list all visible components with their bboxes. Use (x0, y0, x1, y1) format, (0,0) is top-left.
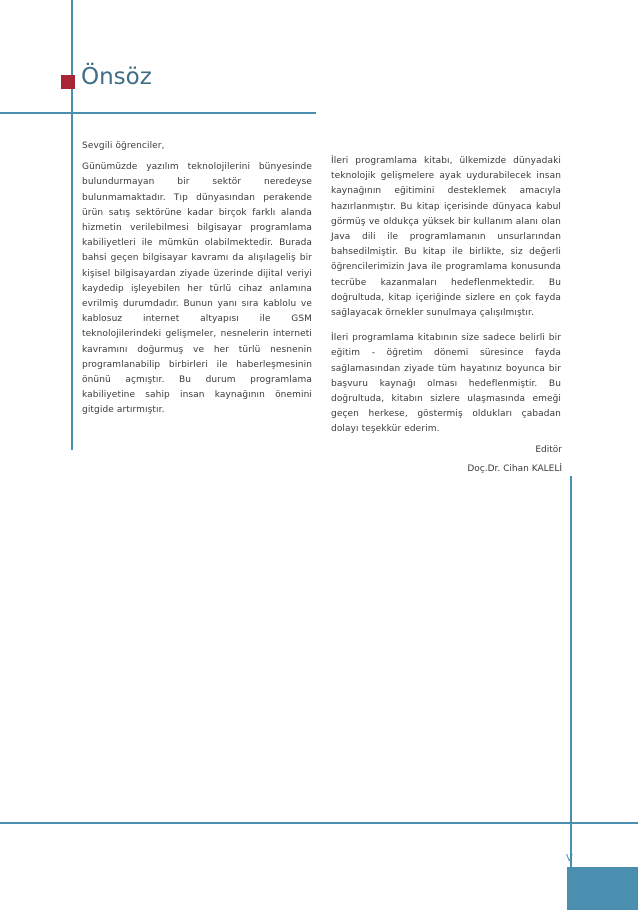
signature-name: Doç.Dr. Cihan KALELİ (467, 464, 562, 474)
decorative-corner-block (567, 867, 638, 910)
right-paragraph-1: İleri programlama kitabı, ülkemizde dünyadaki teknolojik gelişmelere ayak uydurabilecek insan kaynağının eğitimini desteklemek amacıyla hazırlanmıştır. Bu kitap içerisinde dünyaca kabul görmüş ve oldukça yüksek bir kullanım alanı olan Java dili ile programlamanın unsurlarından bahsedilmiştir. Bu kitap ile birlikte, siz değerli öğrencilerimizin Java ile programlama konusunda tecrübe kazanmaları hedeflenmektedir. Bu doğrultuda, kitap içeriğinde sizlere en çok fayda sağlayacak örnekler sunulmaya çalışılmıştır. (331, 156, 561, 319)
left-paragraph: Günümüzde yazılım teknolojilerini bünyesinde bulundurmayan bir sektör neredeyse bulunmamaktadır. Tıp dünyasından perakende ürün satış sektörüne kadar birçok farklı alanda hizmetin verilebilmesi bilgisayar programlama kabiliyetleri ile mümkün olabilmektedir. Burada bahsi geçen bilgisayar kavramı da alışılageliş bir kişisel bilgisayardan ziyade üzerinde dijital veriyi kaydedip işleyebilen her türlü cihaz anlamına evrilmiş durumdadır. Bunun yanı sıra kablolu ve kablosuz internet altyapısı ile GSM teknolojilerindeki gelişmeler, nesnelerin interneti kavramını doğurmuş ve her türlü nesnenin programlanabilip birbirleri ile haberleşmesinin önünü açmıştır. Bu durum programlama kabiliyetine sahip insan kaynağının önemini gitgide artırmıştır. (82, 162, 312, 416)
title-marker-icon (61, 75, 75, 89)
left-column (82, 139, 312, 419)
right-column (331, 154, 561, 438)
right-paragraph-2: İleri programlama kitabının size sadece belirli bir eğitim - öğretim dönemi süresince fayda sağlamasından ziyade tüm hayatınız boyunca bir başvuru kaynağı olması hedeflenmiştir. Bu doğrultuda, kitabın sizlere ulaşmasında emeği geçen herkese, göstermiş oldukları çabadan dolayı teşekkür ederim. (331, 333, 561, 435)
page-title: Önsöz (81, 64, 152, 90)
decorative-horizontal-rule-bottom (0, 822, 638, 824)
page-number: V (566, 853, 573, 864)
decorative-vertical-rule-left (71, 0, 73, 450)
greeting: Sevgili öğrenciler, (82, 141, 165, 151)
decorative-horizontal-rule-top (0, 112, 316, 114)
decorative-vertical-rule-right (570, 476, 572, 910)
signature-role: Editör (535, 445, 562, 455)
